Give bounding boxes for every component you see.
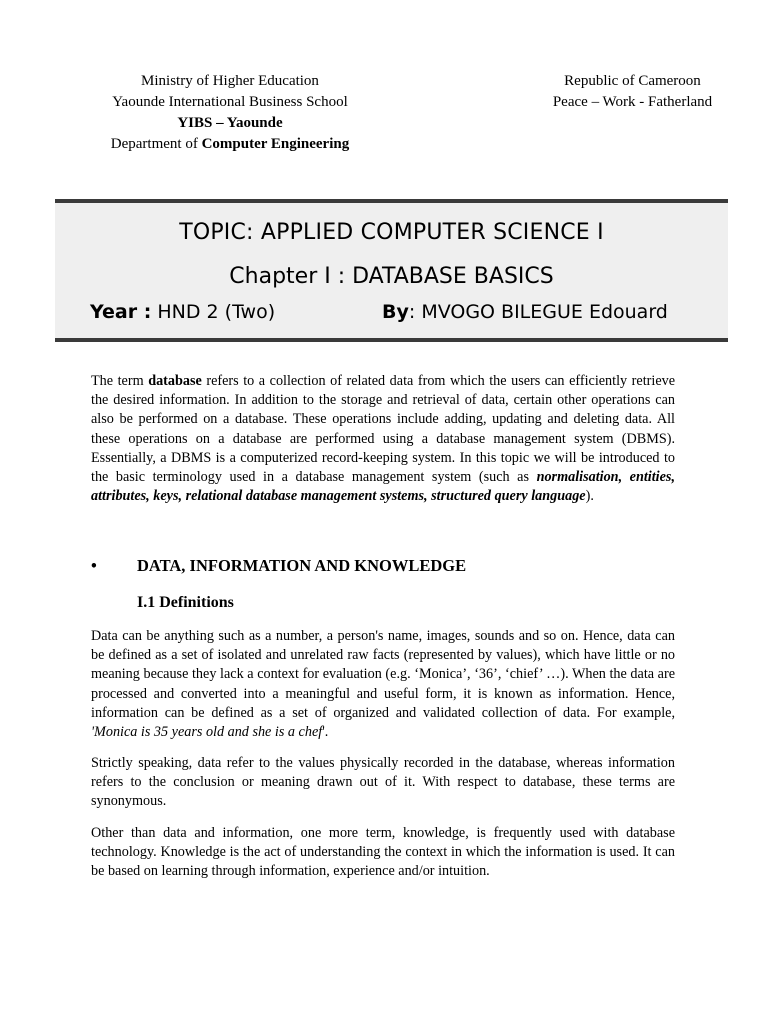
- author-field: By: MVOGO BILEGUE Edouard: [382, 301, 668, 323]
- intro-paragraph: The term database refers to a collection of related data from which the users can efficiently retrieve the desired information. In addition to the storage and retrieval of data, certain other operations can also be performed on a database. These operations include adding, updating and deleting data. All these operations on a database are performed using a database management system (DBMS). Essentially, a DBMS is a computerized record-keeping system. In this topic we will be introduced to the basic terminology used in a database management system (such as normalisation, entities, attributes, keys, relational database management systems, structured query language).: [91, 373, 676, 505]
- school-line: Yaounde International Business School: [112, 94, 348, 110]
- strictly-speaking-paragraph: Strictly speaking, data refer to the values physically recorded in the database, whereas information refers to the conclusion or meaning drawn out of it. With respect to database, these terms are synonymous.: [91, 755, 675, 810]
- institution-header: [60, 71, 400, 155]
- section-heading-text: DATA, INFORMATION AND KNOWLEDGE: [137, 556, 467, 575]
- school-short-line: YIBS – Yaounde: [177, 115, 283, 131]
- topic-title: TOPIC: APPLIED COMPUTER SCIENCE I: [179, 220, 604, 245]
- section-heading: [91, 556, 466, 576]
- year-field: Year : HND 2 (Two): [90, 301, 276, 323]
- knowledge-paragraph: Other than data and information, one more term, knowledge, is frequently used with database technology. Knowledge is the act of understanding the context in which the information is used. It can be based on learning through information, experience and/or intuition.: [91, 825, 675, 880]
- data-definition-paragraph: Data can be anything such as a number, a person's name, images, sounds and so on. Hence, data can be defined as a set of isolated and unrelated raw facts (represented by values), which have little or no meaning because they lack a context for evaluation (e.g. ‘Monica’, ‘36’, ‘chief’ …). When the data are processed and converted into a meaningful and useful form, it is known as information. Hence, information can be defined as a set of organized and validated collection of data. For example, 'Monica is 35 years old and she is a chef'.: [91, 628, 675, 741]
- motto-line: Peace – Work - Fatherland: [552, 94, 713, 110]
- bullet-icon: •: [91, 556, 97, 575]
- department-line: Department of Computer Engineering: [110, 136, 350, 152]
- republic-line: Republic of Cameroon: [564, 73, 701, 89]
- topic-banner: [55, 199, 728, 342]
- chapter-title: Chapter I : DATABASE BASICS: [229, 264, 554, 289]
- ministry-line: Ministry of Higher Education: [141, 73, 319, 89]
- subsection-heading: I.1 Definitions: [137, 594, 234, 611]
- country-header: [520, 71, 745, 113]
